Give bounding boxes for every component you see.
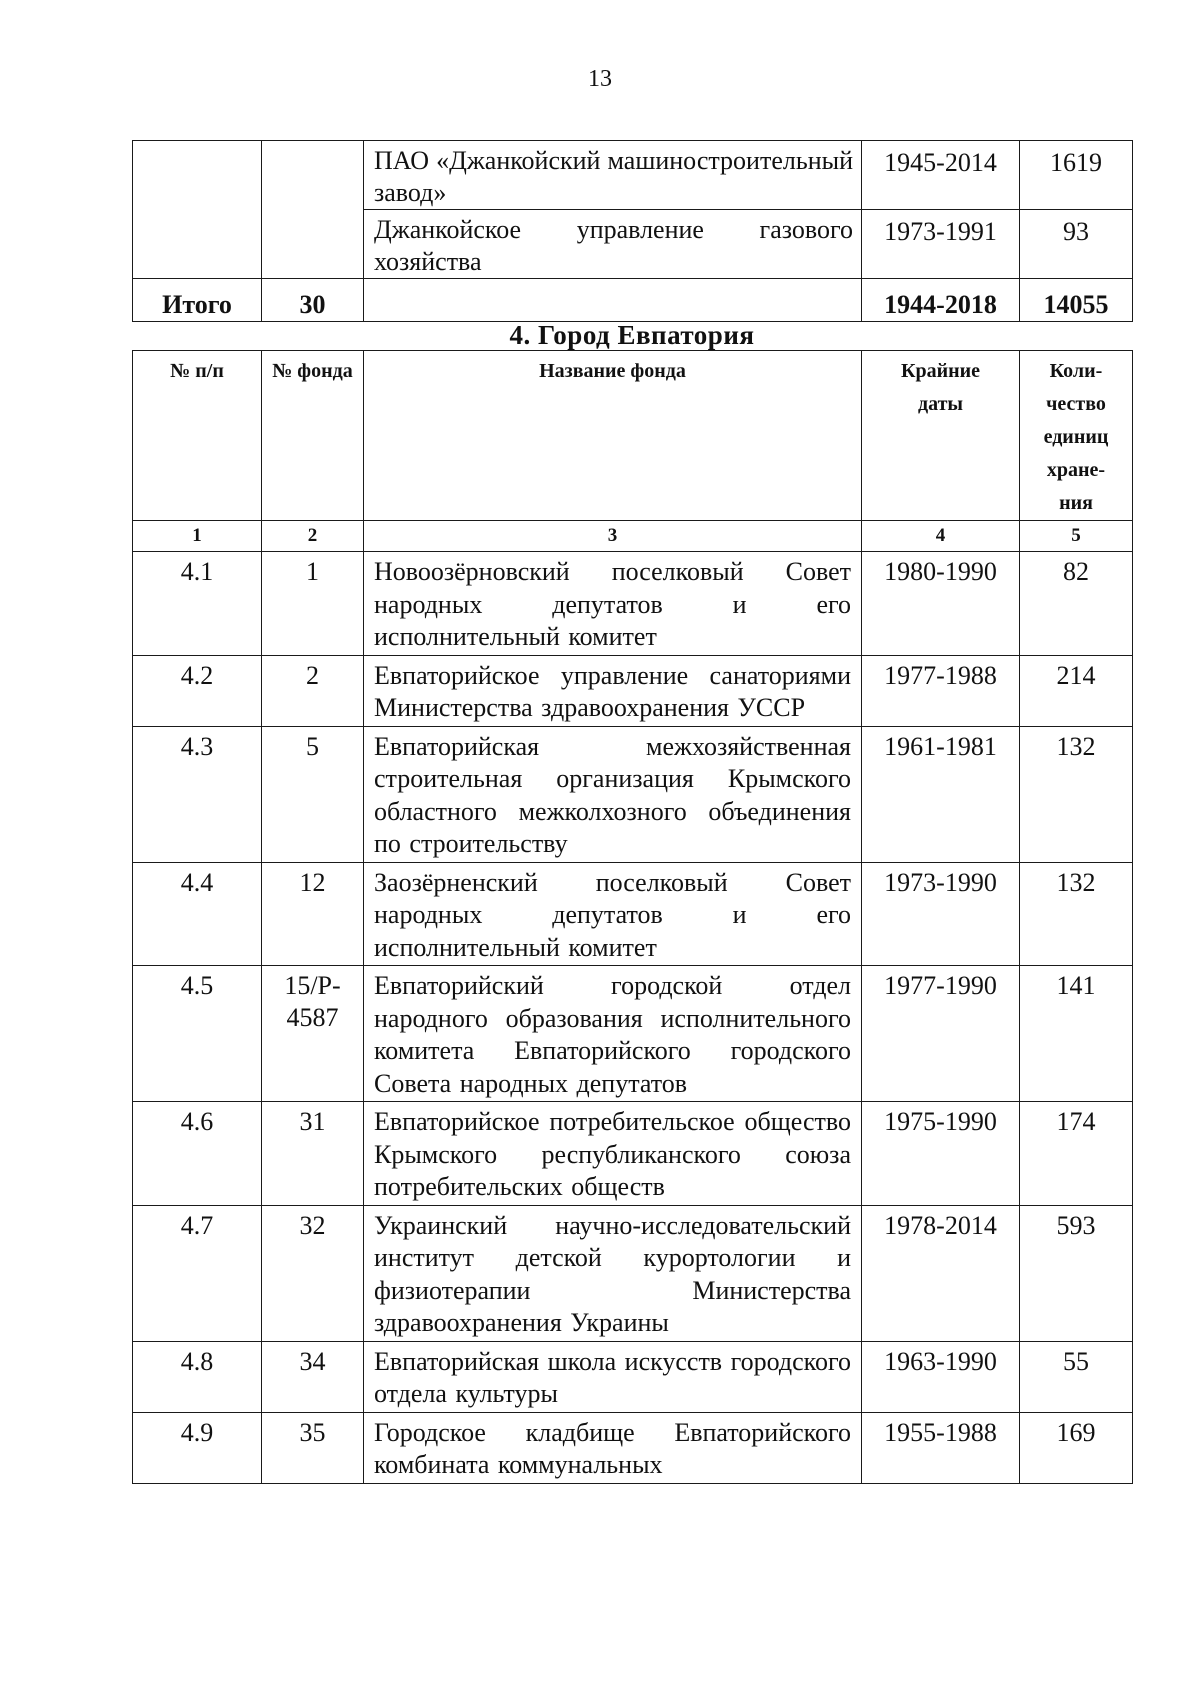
- fund-number-line: 31: [299, 1107, 326, 1136]
- header-row: [133, 351, 1133, 521]
- column-index-row: [133, 521, 1133, 552]
- table-row: [133, 1205, 1133, 1341]
- table-row: [133, 862, 1133, 966]
- table-row: [133, 141, 1133, 210]
- header-count-line: Коли-: [1049, 360, 1103, 382]
- fund-number-line: 32: [299, 1210, 326, 1240]
- page-number: 13: [588, 66, 612, 92]
- empty-cell: [364, 279, 862, 322]
- fund-count: 169: [1020, 1412, 1133, 1483]
- fund-number: [262, 1412, 364, 1483]
- fund-count: 132: [1020, 726, 1133, 862]
- row-number: 4.4: [133, 862, 262, 966]
- fund-name: Новоозёрновский поселковый Совет народных депутатов и его исполнительный комитет: [364, 552, 862, 656]
- fund-dates: 1945-2014: [862, 141, 1020, 210]
- total-funds: 30: [262, 279, 364, 322]
- header-num: № п/п: [133, 351, 262, 521]
- column-index: 5: [1020, 521, 1133, 552]
- table-body: [133, 552, 1133, 1484]
- table-row: [133, 552, 1133, 656]
- header-count-line: хране-: [1046, 459, 1106, 481]
- fund-dates: 1980-1990: [862, 552, 1020, 656]
- fund-number-line: 35: [299, 1417, 326, 1447]
- header-count: [1020, 351, 1133, 521]
- fund-dates: 1973-1991: [862, 210, 1020, 279]
- fund-count: 141: [1020, 966, 1133, 1102]
- fund-dates: 1977-1988: [862, 655, 1020, 726]
- fund-count: 214: [1020, 655, 1133, 726]
- fund-dates: 1978-2014: [862, 1205, 1020, 1341]
- fund-name: Городское кладбище Евпаторийского комбината коммунальных: [364, 1412, 862, 1483]
- row-number: 4.9: [133, 1412, 262, 1483]
- row-number: 4.2: [133, 655, 262, 726]
- header-fund: № фонда: [262, 351, 364, 521]
- fund-count: 1619: [1020, 141, 1133, 210]
- header-count-line: чество: [1046, 393, 1106, 415]
- fund-number-line: 4587: [286, 1003, 339, 1032]
- fund-name: ПАО «Джанкойский машиностроительный завод»: [364, 141, 862, 210]
- table-row: [133, 655, 1133, 726]
- column-index: 2: [262, 521, 364, 552]
- total-count: 14055: [1020, 279, 1133, 322]
- fund-count: 593: [1020, 1205, 1133, 1341]
- fund-dates: 1955-1988: [862, 1412, 1020, 1483]
- fund-number-line: 34: [299, 1346, 326, 1376]
- row-number: 4.6: [133, 1102, 262, 1206]
- fund-number: [262, 655, 364, 726]
- fund-count: 174: [1020, 1102, 1133, 1206]
- row-number: 4.8: [133, 1341, 262, 1412]
- fund-name: Евпаторийское потребительское общество Крымского республиканского союза потребительских обществ: [364, 1102, 862, 1206]
- fund-dates: 1975-1990: [862, 1102, 1020, 1206]
- fund-number: [262, 1341, 364, 1412]
- column-index: 3: [364, 521, 862, 552]
- fund-number: [262, 966, 364, 1102]
- empty-cell: [133, 141, 262, 279]
- header-dates: [862, 351, 1020, 521]
- fund-count: 93: [1020, 210, 1133, 279]
- fund-count: 82: [1020, 552, 1133, 656]
- header-name: Название фонда: [364, 351, 862, 521]
- row-number: 4.3: [133, 726, 262, 862]
- fund-count: 132: [1020, 862, 1133, 966]
- fund-name: Евпаторийское управление санаториями Министерства здравоохранения УССР: [364, 655, 862, 726]
- row-number: 4.1: [133, 552, 262, 656]
- fund-name: Заозёрненский поселковый Совет народных депутатов и его исполнительный комитет: [364, 862, 862, 966]
- fund-name: Украинский научно-исследовательский институт детской курортологии и физиотерапии Министерства здравоохранения Украины: [364, 1205, 862, 1341]
- row-number: 4.5: [133, 966, 262, 1102]
- fund-number: [262, 862, 364, 966]
- table-row: [133, 1341, 1133, 1412]
- fund-number-line: 5: [306, 731, 319, 761]
- total-dates: 1944-2018: [862, 279, 1020, 322]
- fund-name: Евпаторийская межхозяйственная строительная организация Крымского областного межколхозного объединения по строительству: [364, 726, 862, 862]
- fund-number-line: 1: [306, 557, 319, 586]
- header-dates-line: Крайние: [900, 360, 981, 382]
- table-row: [133, 966, 1133, 1102]
- fund-number-line: 15/Р-: [284, 971, 341, 1000]
- fund-number: [262, 726, 364, 862]
- header-dates-line: даты: [917, 393, 964, 415]
- row-number: 4.7: [133, 1205, 262, 1341]
- fund-count: 55: [1020, 1341, 1133, 1412]
- fund-number: [262, 1102, 364, 1206]
- column-index: 4: [862, 521, 1020, 552]
- fund-name: Джанкойское управление газового хозяйства: [364, 210, 862, 279]
- table-row: [133, 726, 1133, 862]
- previous-section-table-end: [132, 140, 1133, 322]
- table-row: [133, 1102, 1133, 1206]
- header-count-line: единиц: [1043, 426, 1109, 448]
- fund-number: [262, 552, 364, 656]
- total-row: [133, 279, 1133, 322]
- table-row: [133, 1412, 1133, 1483]
- fund-dates: 1977-1990: [862, 966, 1020, 1102]
- column-index: 1: [133, 521, 262, 552]
- header-count-line: ния: [1059, 492, 1093, 514]
- fund-dates: 1963-1990: [862, 1341, 1020, 1412]
- total-label: Итого: [133, 279, 262, 322]
- empty-cell: [262, 141, 364, 279]
- fund-number: [262, 1205, 364, 1341]
- fund-number-line: 12: [299, 867, 326, 897]
- fund-dates: 1961-1981: [862, 726, 1020, 862]
- section-title: 4. Город Евпатория: [509, 320, 755, 350]
- funds-table: [132, 350, 1133, 1484]
- fund-number-line: 2: [306, 660, 319, 690]
- fund-name: Евпаторийская школа искусств городского отдела культуры: [364, 1341, 862, 1412]
- fund-dates: 1973-1990: [862, 862, 1020, 966]
- fund-name: Евпаторийский городской отдел народного образования исполнительного комитета Евпаторийского городского Совета народных депутатов: [364, 966, 862, 1102]
